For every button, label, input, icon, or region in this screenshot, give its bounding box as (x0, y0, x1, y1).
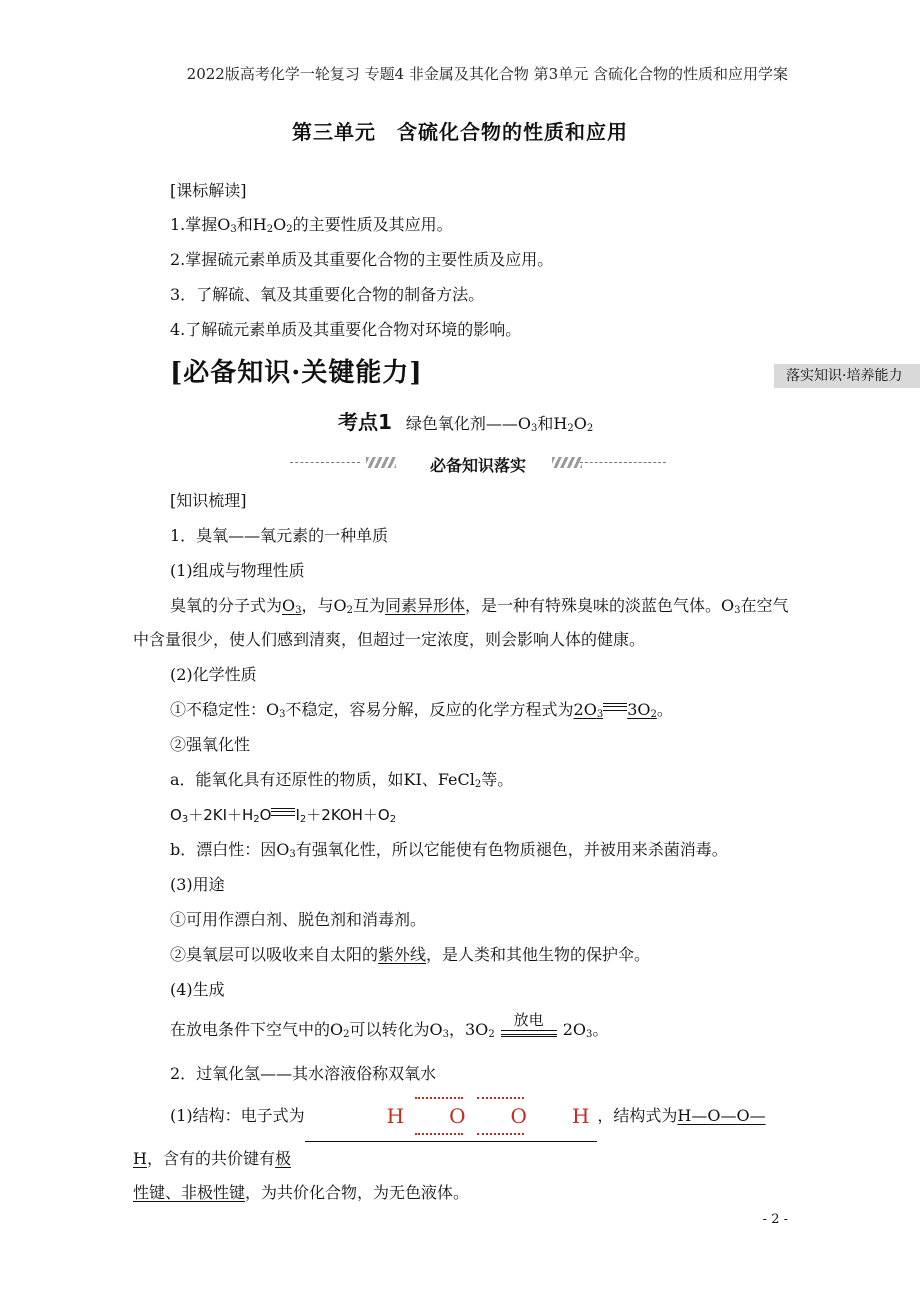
equals-sign (271, 808, 295, 816)
kaodian-text: 绿色氧化剂$——O_3$和$H_2O_2$ (405, 414, 594, 434)
peroxide-structure: (1)结构：电子式为 H O O H ，结构式为H—O—O—H，含有的共价键有极 性键、非极性键，为共价化合物，为无色液体。 (133, 1099, 793, 1210)
ozone-oxidizing-heading: ②强氧化性 (170, 735, 251, 754)
page-header: 2022版高考化学一轮复习 专题4 非金属及其化合物 第3单元 含硫化合物的性质和应用学案 (186, 65, 788, 83)
divider-stripe-left (366, 457, 396, 468)
ozone-bleaching: b．漂白性：因$O_3$有强氧化性，所以它能使有色物质褪色，并被用来杀菌消毒。 (170, 840, 728, 860)
objective-item-3: 3．了解硫、氧及其重要化合物的制备方法。 (170, 285, 485, 304)
kaodian-label: 考点1 (338, 410, 392, 434)
ozone-chemical-heading: (2)化学性质 (170, 665, 257, 684)
ozone-ki-equation: $O_3+2KI+H_2O$ $I_2+2KOH+O_2$ (170, 806, 397, 825)
unit-title: 第三单元 含硫化合物的性质和应用 (292, 120, 628, 144)
page-number: - 2 - (762, 1212, 788, 1227)
objectives-label: [课标解读] (170, 181, 247, 200)
knowledge-divider (290, 454, 666, 475)
ozone-generation: 在放电条件下空气中的$O_2$可以转化为$O_3$，$3O_2$ 放电 $2O_3$。 (170, 1011, 609, 1040)
divider-dash-left (290, 462, 360, 463)
ozone-physical-paragraph: 臭氧的分子式为$O_3$，与$O_2$互为同素异形体，是一种有特殊臭味的淡蓝色气体。$O_3$在空气中含量很少，使人们感到清爽，但超过一定浓度，则会影响人体的健康。 (133, 596, 789, 649)
ozone-use-2: ②臭氧层可以吸收来自太阳的紫外线，是人类和其他生物的保护伞。 (170, 945, 651, 964)
section-banner: [必备知识·关键能力] (170, 358, 423, 388)
discharge-condition: 放电 (513, 1011, 544, 1029)
ozone-instability: ①不稳定性：$O_3$不稳定，容易分解，反应的化学方程式为$2O_3$ $3O_2$。 (170, 700, 673, 720)
section-tag: 落实知识·培养能力 (774, 364, 920, 388)
discharge-arrow (501, 1011, 557, 1041)
kaodian-heading (338, 406, 593, 435)
ozone-oxidizing-a: a．能氧化具有还原性的物质，如KI、FeCl$_2$等。 (170, 770, 514, 790)
electron-formula: H O O H (305, 1099, 598, 1142)
ozone-heading: 1．臭氧——氧元素的一种单质 (170, 526, 389, 545)
divider-stripe-right (552, 457, 582, 468)
ozone-uses-heading: (3)用途 (170, 875, 225, 894)
objective-item-1: 1.掌握$O_3$和$H_2O_2$的主要性质及其应用。 (170, 215, 453, 235)
ozone-generation-heading: (4)生成 (170, 980, 225, 999)
ozone-use-1: ①可用作漂白剂、脱色剂和消毒剂。 (170, 910, 427, 929)
peroxide-heading: 2．过氧化氢——其水溶液俗称双氧水 (170, 1064, 437, 1083)
divider-dash-right (580, 462, 666, 463)
equals-sign (603, 703, 627, 711)
knowledge-label: [知识梳理] (170, 491, 247, 510)
divider-label: 必备知识落实 (429, 456, 526, 475)
objective-item-4: 4.了解硫元素单质及其重要化合物对环境的影响。 (170, 320, 522, 339)
objective-item-2: 2.掌握硫元素单质及其重要化合物的主要性质及应用。 (170, 250, 554, 269)
ozone-physical-heading: (1)组成与物理性质 (170, 561, 305, 580)
